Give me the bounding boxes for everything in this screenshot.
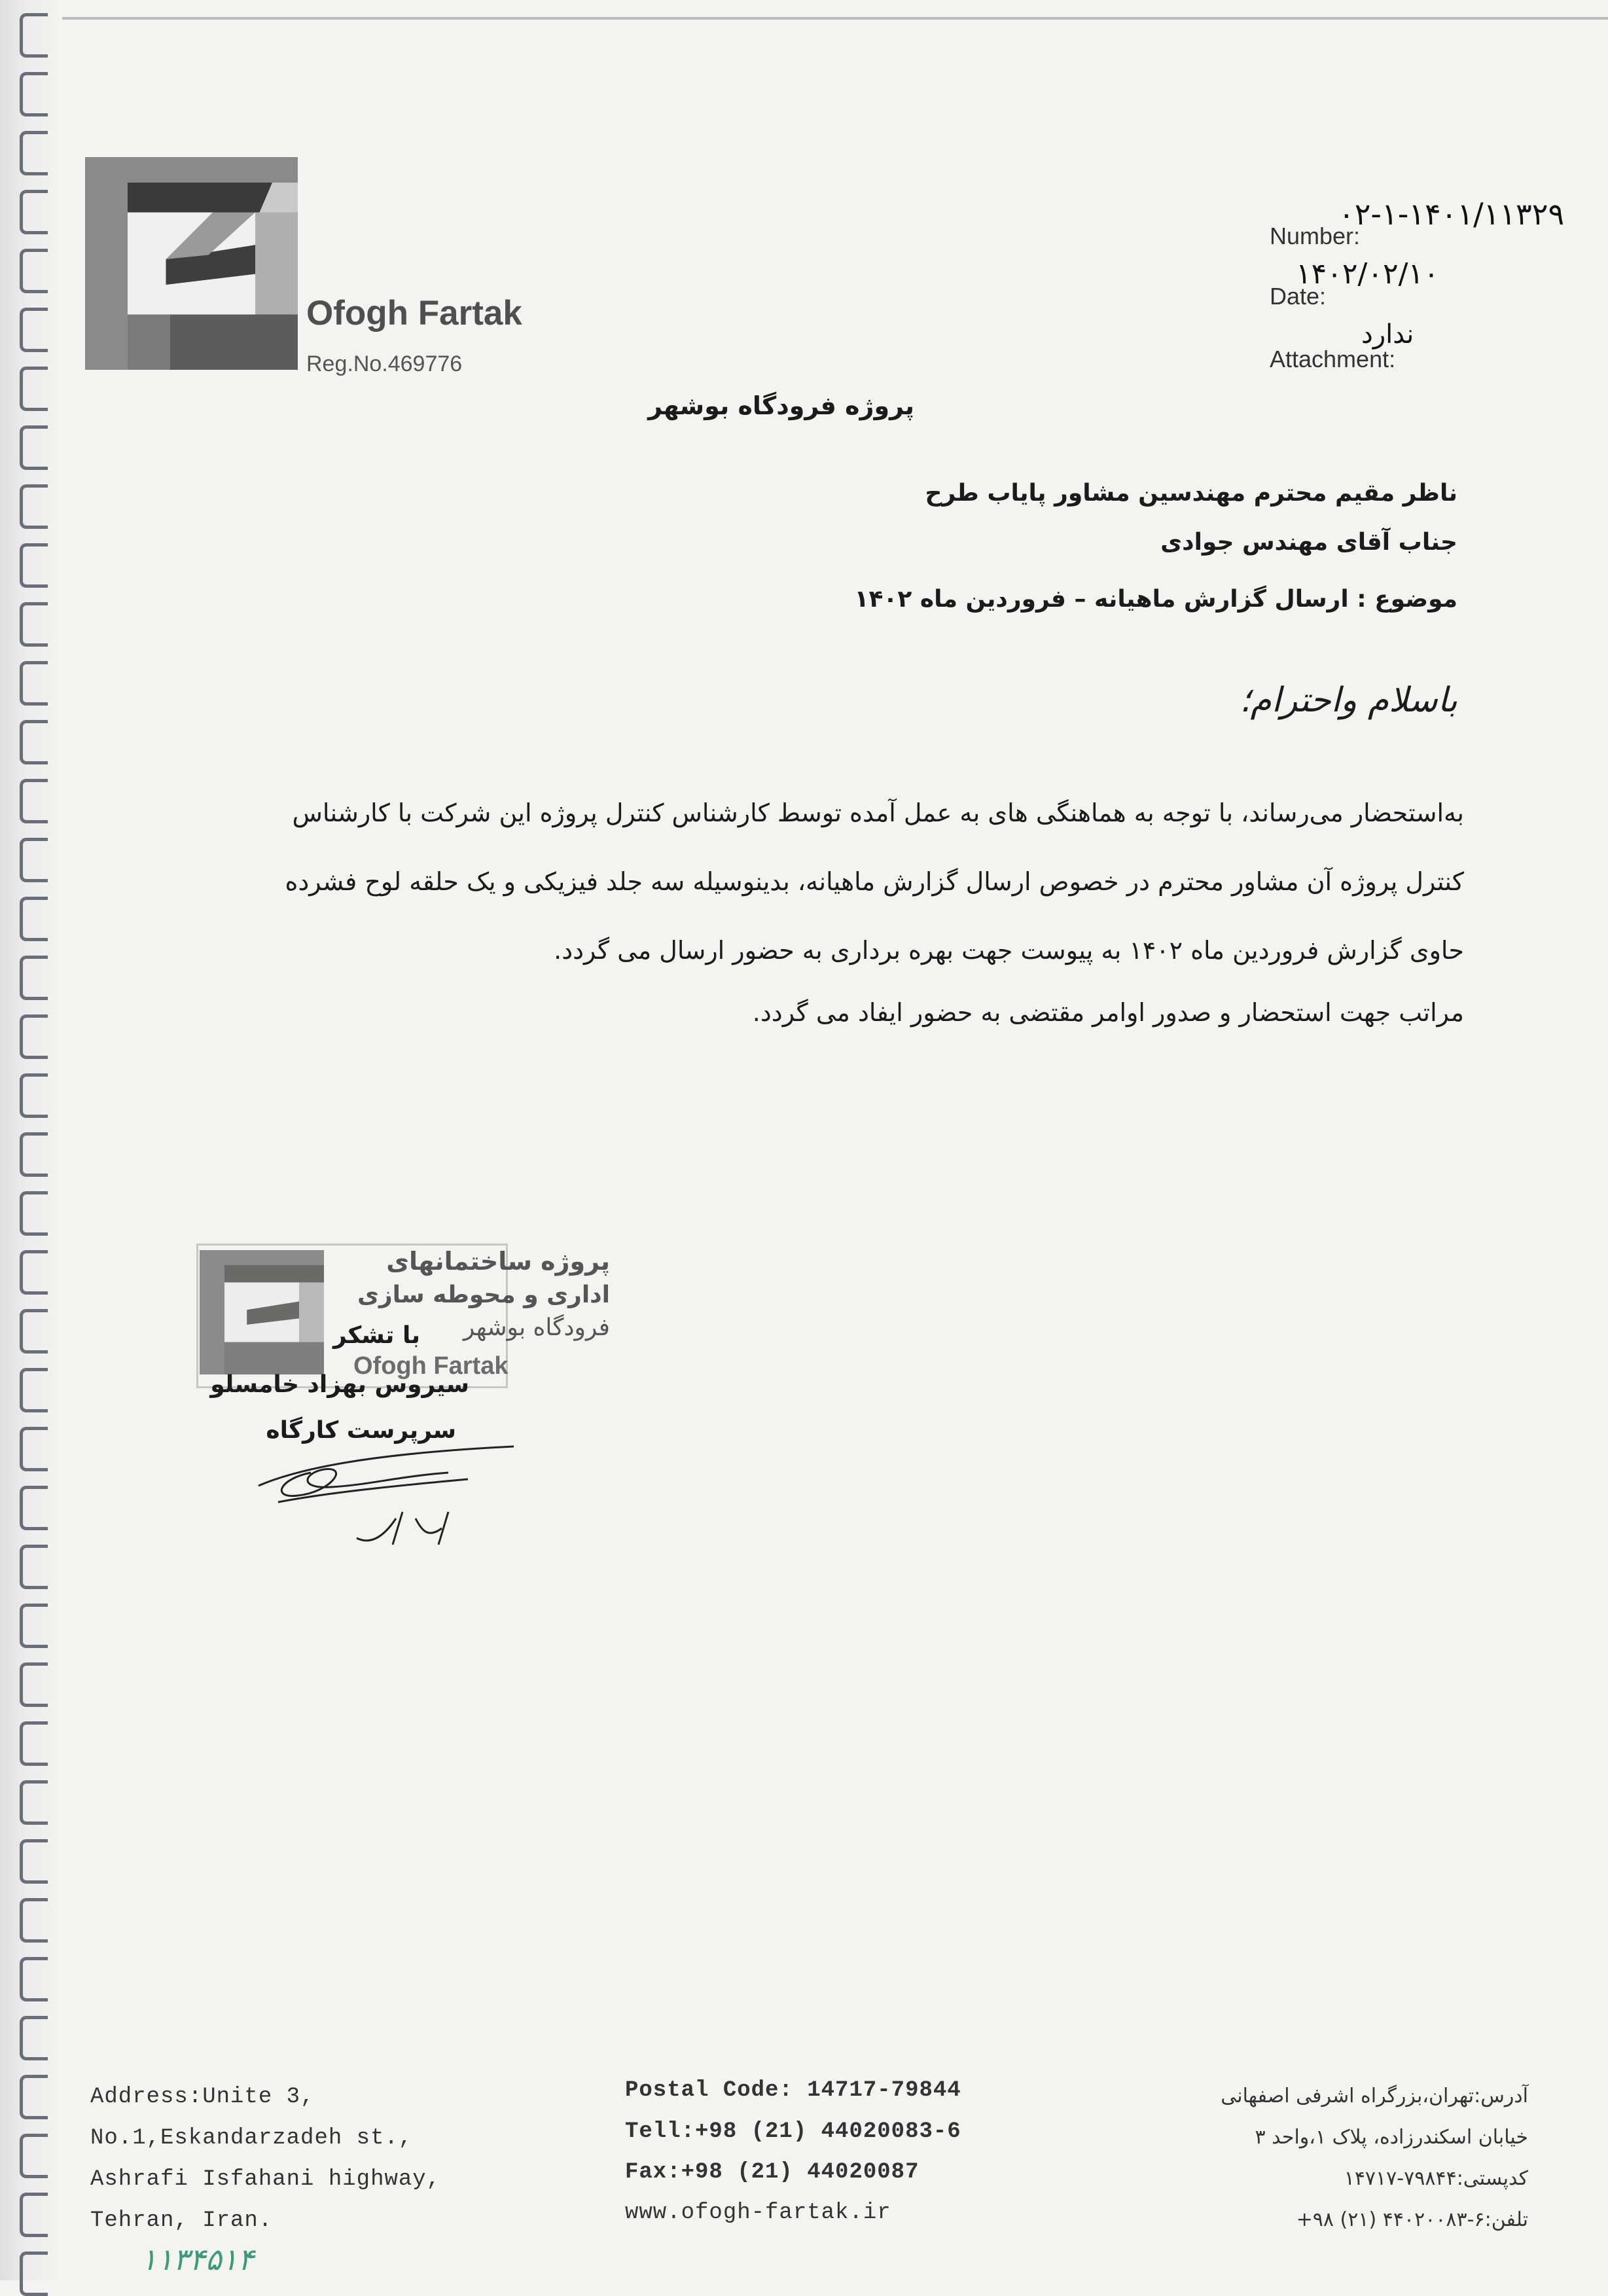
address-fa-line-2: خیابان اسکندرزاده، پلاک ۱،واحد ۳ [1255,2126,1528,2149]
binder-ring-icon [20,425,48,470]
binder-ring-icon [20,1250,48,1295]
signer-title: سرپرست کارگاه [266,1417,456,1444]
registration-number: Reg.No.469776 [306,351,463,376]
binder-ring-icon [20,1721,48,1766]
binder-ring-icon [20,2075,48,2119]
page-top-edge [62,17,1608,20]
postal-code: Postal Code: 14717-79844 [625,2078,961,2103]
binder-ring-icon [20,838,48,882]
binder-ring-icon [20,1486,48,1530]
binder-strip [0,0,62,2280]
binder-ring-icon [20,13,48,58]
binder-ring-icon [20,956,48,1000]
address-en-line-3: Ashrafi Isfahani highway, [90,2167,441,2192]
recipient-line-1: ناظر مقیم محترم مهندسین مشاور پایاب طرح [925,480,1457,507]
binder-ring-icon [20,1780,48,1825]
binder-ring-icon [20,543,48,588]
binder-ring-icon [20,1132,48,1177]
stamp-text-line-3: فرودگاه بوشهر [463,1314,610,1341]
salutation: باسلام واحترام؛ [1240,681,1457,720]
binder-ring-icon [20,779,48,823]
letter-date-value: ۱۴۰۲/۰۲/۱۰ [1296,257,1439,291]
binder-ring-icon [20,1839,48,1884]
binder-ring-icon [20,897,48,941]
binder-ring-icon [20,308,48,352]
stamp-brand: Ofogh Fartak [353,1352,509,1380]
binder-ring-icon [20,2251,48,2296]
letter-date-label: Date: [1270,283,1327,310]
stamp-text-line-2: اداری و محوطه سازی [357,1282,610,1308]
address-fa-line-1: آدرس:تهران،بزرگراه اشرفی اصفهانی [1221,2085,1528,2108]
stamp-logo-icon [200,1250,324,1374]
address-en-line-4: Tehran, Iran. [90,2208,273,2233]
binder-ring-icon [20,1014,48,1059]
binder-ring-icon [20,190,48,234]
closing-phrase: با تشکر [332,1322,420,1349]
binder-ring-icon [20,2016,48,2060]
body-line-4: مراتب جهت استحضار و صدور اوامر مقتضی به حضور ایفاد می گردد. [752,998,1464,1027]
binder-ring-icon [20,1427,48,1471]
telephone-fa: تلفن:۶-۴۴۰۲۰۰۸۳ (۲۱) ۹۸+ [1296,2208,1528,2231]
recipient-line-2: جناب آقای مهندس جوادی [1160,529,1457,556]
website-link[interactable]: www.ofogh-fartak.ir [625,2200,891,2225]
binder-ring-icon [20,2193,48,2237]
telephone: Tell:+98 (21) 44020083-6 [625,2119,961,2144]
body-line-1: به‌استحضار می‌رساند، با توجه به هماهنگی های به عمل آمده توسط کارشناس کنترل پروژه این شرکت با کارشناس [292,798,1464,827]
binder-ring-icon [20,720,48,764]
signer-name: سیروس بهزاد خامسلو [210,1371,469,1398]
binder-ring-icon [20,1191,48,1236]
project-title: پروژه فرودگاه بوشهر [648,391,914,420]
attachment-value: ندارد [1361,319,1414,350]
letter-body [142,779,1464,1047]
binder-ring-icon [20,131,48,175]
address-en-line-2: No.1,Eskandarzadeh st., [90,2126,413,2151]
binder-ring-icon [20,1957,48,2001]
handwritten-archive-number: ۱۱۳۴۵۱۴ [141,2242,254,2277]
attachment-label: Attachment: [1270,346,1396,372]
postal-code-fa: کدپستی:۷۹۸۴۴-۱۴۷۱۷ [1344,2167,1528,2190]
binder-ring-icon [20,367,48,411]
binder-ring-icon [20,1662,48,1707]
address-en-line-1: Address:Unite 3, [90,2085,315,2109]
handwritten-signature [252,1440,527,1551]
fax: Fax:+98 (21) 44020087 [625,2160,920,2185]
binder-ring-icon [20,1368,48,1412]
letter-number-value: ۰۲-۱-۱۴۰۱/۱۱۳۲۹ [1338,196,1565,232]
letter-subject: موضوع : ارسال گزارش ماهیانه – فروردین ماه ۱۴۰۲ [854,586,1457,613]
binder-ring-icon [20,1604,48,1648]
letter-number-label: Number: [1270,223,1361,249]
binder-ring-icon [20,249,48,293]
binder-ring-icon [20,602,48,647]
stamp-text-line-1: پروژه ساختمانهای [386,1247,610,1276]
body-line-3: حاوی گزارش فروردین ماه ۱۴۰۲ به پیوست جهت بهره برداری به حضور ارسال می گردد. [554,936,1464,965]
company-logo-icon [85,157,298,370]
binder-ring-icon [20,484,48,529]
binder-ring-icon [20,661,48,706]
binder-ring-icon [20,1545,48,1589]
company-name: Ofogh Fartak [306,294,522,332]
binder-ring-icon [20,1073,48,1118]
binder-ring-icon [20,2134,48,2178]
binder-ring-icon [20,1898,48,1943]
binder-ring-icon [20,1309,48,1354]
binder-ring-icon [20,72,48,117]
body-line-2: کنترل پروژه آن مشاور محترم در خصوص ارسال گزارش ماهیانه، بدینوسیله سه جلد فیزیکی و یک حلقه لوح فشرده [285,867,1464,896]
